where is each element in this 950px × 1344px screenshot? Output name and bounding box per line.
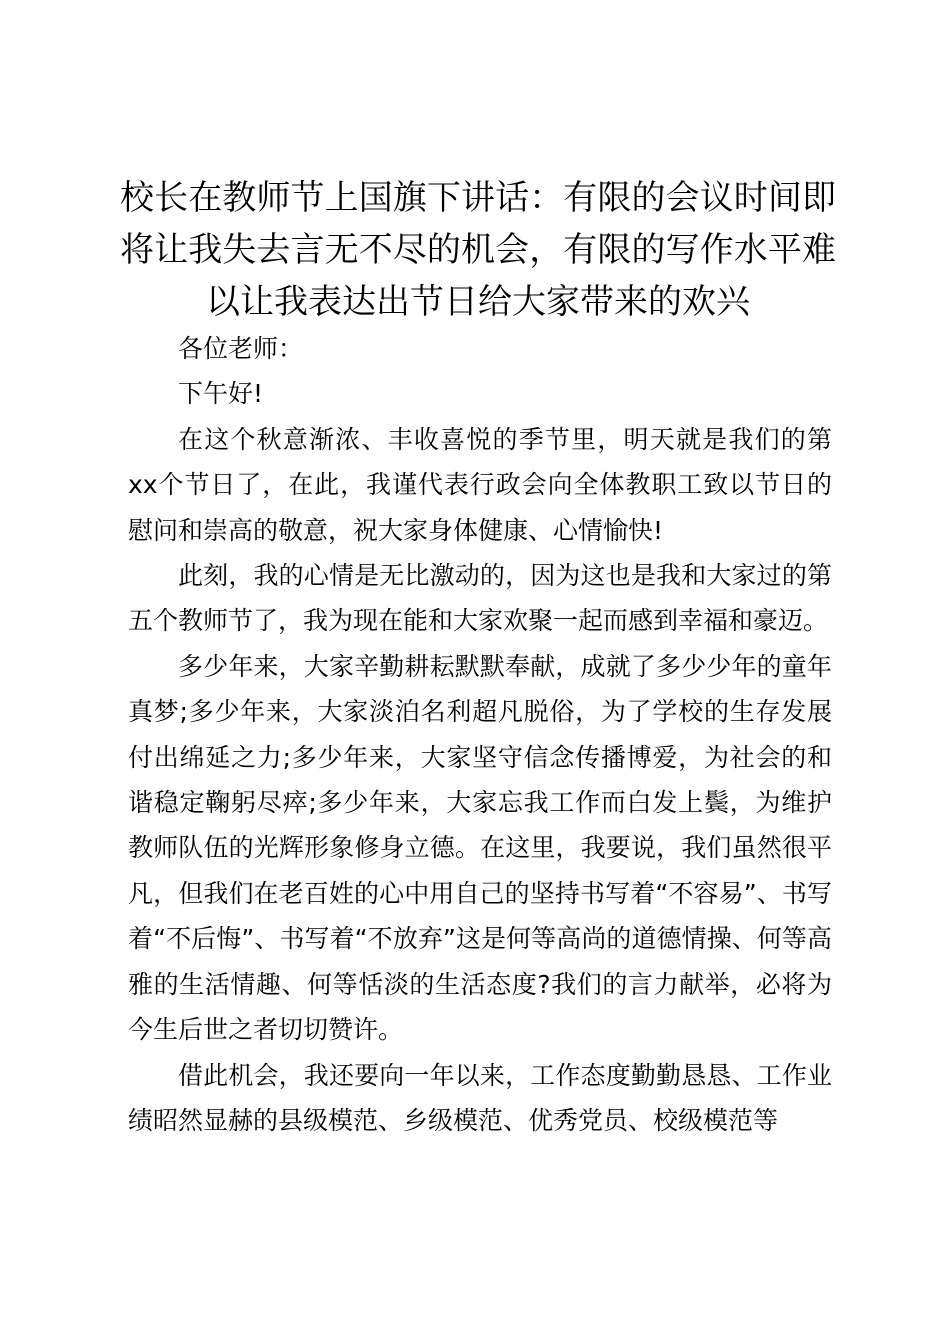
paragraph: 多少年来，大家辛勤耕耘默默奉献，成就了多少少年的童年真梦;多少年来，大家淡泊名利超凡脱俗，为了学校的生存发展付出绵延之力;多少年来，大家坚守信念传播博爱，为社会的和谐稳定鞠躬尽瘁;多少年来，大家忘我工作而白发上鬓，为维护教师队伍的光辉形象修身立德。在这里，我要说，我们虽然很平凡，但我们在老百姓的心中用自己的坚持书写着“不容易”、书写着“不后悔”、书写着“不放弃”这是何等高尚的道德情操、何等高雅的生活情趣、何等恬淡的生活态度?我们的言力献举，必将为今生后世之者切切赞许。 — [128, 651, 832, 1045]
document-body — [128, 326, 832, 1143]
salutation: 各位老师： — [178, 334, 304, 363]
paragraph: 此刻，我的心情是无比激动的，因为这也是我和大家过的第五个教师节了，我为现在能和大家欢聚一起而感到幸福和豪迈。 — [128, 561, 832, 636]
paragraph: 在这个秋意渐浓、丰收喜悦的季节里，明天就是我们的第xx个节日了，在此，我谨代表行政会向全体教职工致以节日的慰问和崇高的敬意，祝大家身体健康、心情愉快! — [128, 424, 832, 545]
paragraph: 借此机会，我还要向一年以来，工作态度勤勤恳恳、工作业绩昭然显赫的县级模范、乡级模范、优秀党员、校级模范等 — [128, 1060, 832, 1135]
greeting: 下午好! — [178, 379, 264, 409]
document-title: 校长在教师节上国旗下讲话：有限的会议时间即将让我失去言无不尽的机会，有限的写作水平难以让我表达出节日给大家带来的欢兴 — [120, 178, 836, 322]
